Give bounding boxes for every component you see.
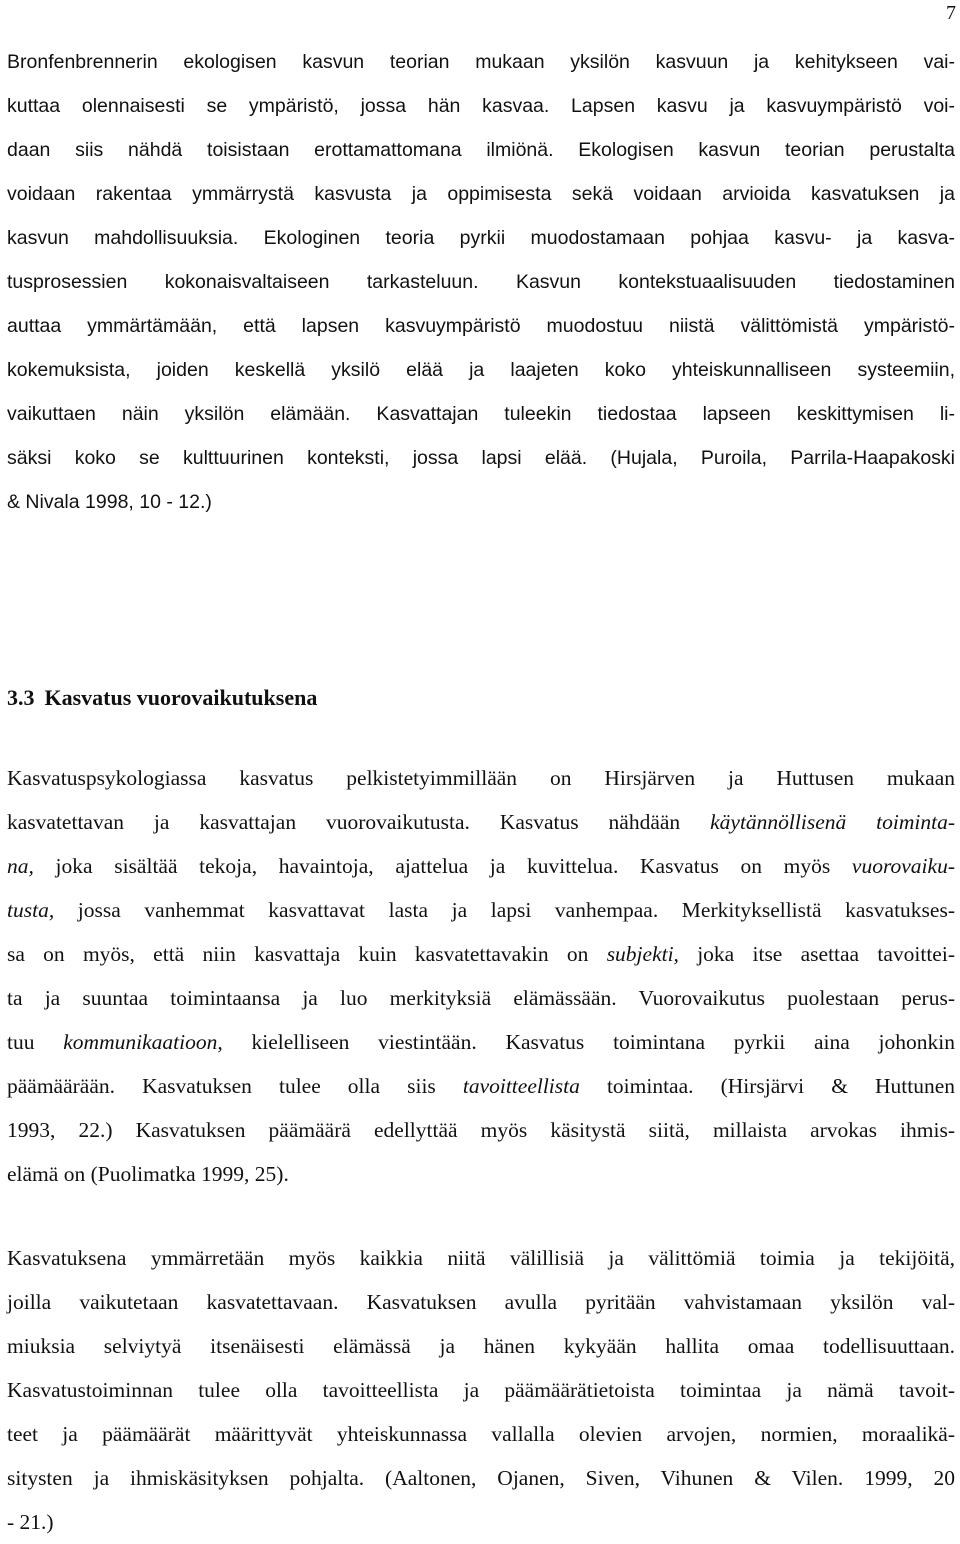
text-line	[7, 976, 955, 1020]
text-line	[7, 40, 955, 84]
text-line	[7, 1280, 955, 1324]
text-line	[7, 1108, 955, 1152]
text-run: toimintaa. (Hirsjärvi & Huttunen	[579, 1074, 955, 1098]
text-line	[7, 844, 955, 888]
text-line	[7, 216, 955, 260]
text-run: Kasvatuspsykologiassa kasvatus pelkistetyimmillään on Hirsjärven ja Huttusen mukaan	[7, 766, 955, 790]
text-run: tusprosessien kokonaisvaltaiseen tarkasteluun. Kasvun kontekstuaalisuuden tiedostaminen	[7, 271, 955, 293]
text-run: Kasvatustoiminnan tulee olla tavoitteellista ja päämäärätietoista toimintaa ja nämä tavoit-	[7, 1378, 955, 1402]
paragraph-ecological-theory	[7, 40, 955, 524]
text-line	[7, 1456, 955, 1500]
text-line	[7, 392, 955, 436]
text-line	[7, 480, 955, 524]
text-line	[7, 1020, 955, 1064]
text-line	[7, 756, 955, 800]
italic-text: kommunikaatioon,	[63, 1030, 223, 1054]
text-run: sitysten ja ihmiskäsityksen pohjalta. (Aaltonen, Ojanen, Siven, Vihunen & Vilen. 1999, 20	[7, 1466, 955, 1490]
paragraph-upbringing-goals	[7, 1236, 955, 1544]
text-run: kuttaa olennaisesti se ympäristö, jossa hän kasvaa. Lapsen kasvu ja kasvuympäristö voi-	[7, 95, 955, 117]
italic-text: tavoitteellista	[462, 1074, 580, 1098]
text-run: elämä on (Puolimatka 1999, 25).	[7, 1162, 289, 1186]
text-line	[7, 348, 955, 392]
italic-text: käytännöllisenä toiminta-	[710, 810, 955, 834]
text-run: joka sisältää tekoja, havaintoja, ajattelua ja kuvittelua. Kasvatus on myös	[33, 854, 852, 878]
text-run: joilla vaikutetaan kasvatettavaan. Kasvatuksen avulla pyritään vahvistamaan yksilön val-	[7, 1290, 955, 1314]
text-run: säksi koko se kulttuurinen konteksti, jossa lapsi elää. (Hujala, Puroila, Parrila-Haapakoski	[7, 447, 955, 469]
italic-text: tusta,	[7, 898, 55, 922]
text-run: joka itse asettaa tavoittei-	[678, 942, 955, 966]
text-run: sa on myös, että niin kasvattaja kuin kasvatettavakin on	[7, 942, 607, 966]
paragraph-upbringing-interaction	[7, 756, 955, 1196]
text-run: auttaa ymmärtämään, että lapsen kasvuympäristö muodostuu niistä välittömistä ympäristö-	[7, 315, 955, 337]
text-run: päämäärään. Kasvatuksen tulee olla siis	[7, 1074, 463, 1098]
text-run: Kasvatuksena ymmärretään myös kaikkia niitä välillisiä ja välittömiä toimia ja tekijöitä,	[7, 1246, 955, 1270]
text-line	[7, 1324, 955, 1368]
text-run: jossa vanhemmat kasvattavat lasta ja lapsi vanhempaa. Merkityksellistä kasvatukses-	[54, 898, 955, 922]
section-number: 3.3	[7, 685, 35, 710]
text-line	[7, 128, 955, 172]
text-run: daan siis nähdä toisistaan erottamattomana ilmiönä. Ekologisen kasvun teorian perustalta	[7, 139, 955, 161]
text-line	[7, 84, 955, 128]
text-run: vaikuttaen näin yksilön elämään. Kasvattajan tuleekin tiedostaa lapseen keskittymisen li-	[7, 403, 955, 425]
text-run: & Nivala 1998, 10 - 12.)	[7, 491, 212, 513]
text-line	[7, 260, 955, 304]
text-line	[7, 1236, 955, 1280]
text-run: kasvun mahdollisuuksia. Ekologinen teoria pyrkii muodostamaan pohjaa kasvu- ja kasva-	[7, 227, 955, 249]
text-run: kokemuksista, joiden keskellä yksilö elää ja laajeten koko yhteiskunnalliseen systeemiin,	[7, 359, 955, 381]
italic-text: na,	[7, 854, 34, 878]
section-title: Kasvatus vuorovaikutuksena	[44, 685, 318, 710]
text-line	[7, 1064, 955, 1108]
text-line	[7, 1412, 955, 1456]
italic-text: vuorovaiku-	[851, 854, 955, 878]
section-heading	[7, 676, 317, 720]
text-line	[7, 304, 955, 348]
page-number: 7	[946, 2, 956, 24]
text-line	[7, 1368, 955, 1412]
text-run: - 21.)	[7, 1510, 54, 1534]
text-run: teet ja päämäärät määrittyvät yhteiskunnassa vallalla olevien arvojen, normien, moraalikä-	[7, 1422, 955, 1446]
text-run: miuksia selviytyä itsenäisesti elämässä ja hänen kykyään hallita omaa todellisuuttaan.	[7, 1334, 955, 1358]
text-run: 1993, 22.) Kasvatuksen päämäärä edellyttää myös käsitystä siitä, millaista arvokas ihmis-	[7, 1118, 955, 1142]
italic-text: subjekti,	[606, 942, 679, 966]
text-line	[7, 172, 955, 216]
text-line	[7, 1500, 955, 1544]
text-run: tuu	[7, 1030, 64, 1054]
text-line	[7, 888, 955, 932]
text-line	[7, 932, 955, 976]
text-run: ta ja suuntaa toimintaansa ja luo merkityksiä elämässään. Vuorovaikutus puolestaan perus-	[7, 986, 955, 1010]
text-run: kasvatettavan ja kasvattajan vuorovaikutusta. Kasvatus nähdään	[7, 810, 711, 834]
text-line	[7, 800, 955, 844]
text-run: kielelliseen viestintään. Kasvatus toimintana pyrkii aina johonkin	[222, 1030, 955, 1054]
text-line	[7, 1152, 955, 1196]
text-line	[7, 436, 955, 480]
text-run: Bronfenbrennerin ekologisen kasvun teorian mukaan yksilön kasvuun ja kehitykseen vai-	[7, 51, 955, 73]
text-run: voidaan rakentaa ymmärrystä kasvusta ja oppimisesta sekä voidaan arvioida kasvatuksen ja	[7, 183, 955, 205]
